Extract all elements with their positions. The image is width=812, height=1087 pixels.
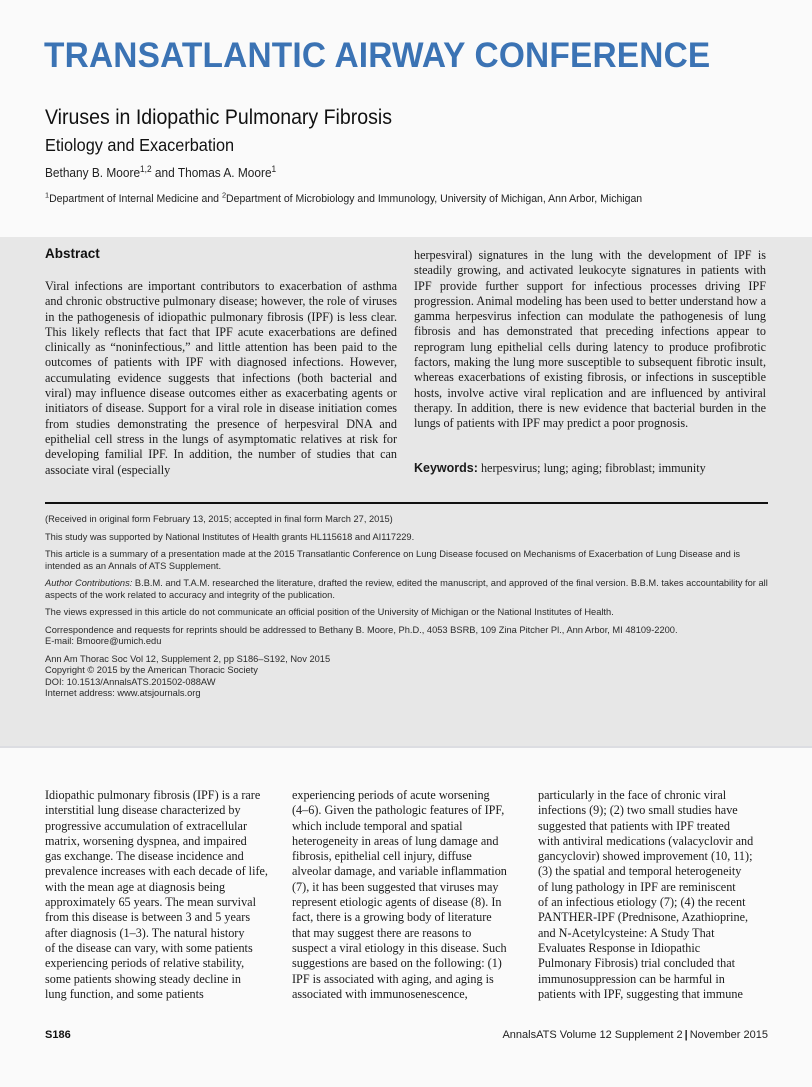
- affiliation-marker: 2: [221, 190, 227, 200]
- body-line: of the disease can vary, with some patients: [45, 940, 253, 955]
- body-line: approximately 65 years. The mean survival: [45, 895, 256, 910]
- author-joiner: and: [154, 166, 175, 180]
- citation: Ann Am Thorac Soc Vol 12, Supplement 2, pp S186–S192, Nov 2015: [45, 653, 331, 664]
- body-line: from this disease is between 3 and 5 years: [45, 910, 251, 925]
- body-line: fact, there is a growing body of literature: [292, 910, 492, 925]
- page-number: S186: [45, 1029, 71, 1041]
- funding-note: This study was supported by National Institutes of Health grants HL115618 and AI117229.: [45, 531, 415, 542]
- affiliations: [45, 190, 643, 205]
- body-line: (3) the spatial and temporal heterogeneity: [538, 864, 742, 879]
- keywords-list: herpesvirus; lung; aging; fibroblast; immunity: [480, 461, 706, 475]
- author-name: Thomas A. Moore: [177, 166, 272, 180]
- keywords: [414, 461, 706, 476]
- article-title: Viruses in Idiopathic Pulmonary Fibrosis: [45, 106, 392, 129]
- citation-block: [45, 654, 769, 700]
- journal-footer: [502, 1029, 768, 1041]
- affiliation-marker: 1: [45, 190, 50, 200]
- body-column-3: [538, 788, 774, 1002]
- body-line: and N-Acetylcysteine: A Study That: [538, 925, 715, 940]
- body-line: immunosuppression can be harmful in: [538, 971, 725, 986]
- affiliation-text: Department of Internal Medicine and: [49, 193, 222, 205]
- body-line: gancyclovir) showed improvement (10, 11);: [538, 849, 753, 864]
- body-line: of an infectious etiology (7); (4) the recent: [538, 895, 746, 910]
- body-line: experiencing periods of acute worsening: [292, 788, 490, 802]
- body-line: IPF is associated with aging, and aging is: [292, 971, 494, 986]
- body-line: after diagnosis (1–3). The natural history: [45, 925, 245, 940]
- correspondence: [45, 625, 769, 648]
- body-line: (4–6). Given the pathologic features of IPF,: [292, 803, 505, 818]
- body-line: matrix, worsening dyspnea, and impaired: [45, 833, 247, 848]
- body-line: infections (9); (2) two small studies have: [538, 803, 738, 818]
- body-line: Evaluates Response in Idiopathic: [538, 940, 701, 955]
- body-column-1: [45, 788, 278, 1002]
- body-line: associated with immunosenescence,: [292, 986, 468, 1001]
- divider-rule: [45, 502, 768, 504]
- internet-address: [45, 688, 769, 700]
- body-line: that may suggest there are reasons to: [292, 925, 472, 940]
- body-line: Pulmonary Fibrosis) trial concluded that: [538, 956, 735, 971]
- abstract-text-left: Viral infections are important contributors to exacerbation of asthma and chronic obstructive pulmonary disease; however, the role of viruses in the pathogenesis of idiopathic pulmonary fibrosis (IPF) is less clear. This likely reflects that fact that IPF acute exacerbations are defined clinically as “noninfectious,” and little attention has been paid to the outcomes of patients with IPF with diagnosed infections. However, accumulating evidence suggests that infections (both bacterial and viral) may influence disease outcomes either as exacerbating agents or initiators of disease. Support for a viral role in disease initiation comes from studies demonstrating the presence of herpesviral DNA and epithelial cell stress in the lungs of asymptomatic relatives at risk for developing familial IPF. In addition, the number of studies that can associate viral (especially: [45, 279, 397, 477]
- email-link[interactable]: Bmoore@umich.edu: [76, 636, 162, 646]
- body-line: some patients showing steady decline in: [45, 971, 241, 986]
- affiliation-text: Department of Microbiology and Immunology, University of Michigan, Ann Arbor, Michigan: [226, 193, 643, 205]
- author-name: Bethany B. Moore: [45, 166, 141, 180]
- body-line: heterogeneity in areas of lung damage and: [292, 833, 499, 848]
- body-line: represent etiologic agents of disease (8). In: [292, 895, 502, 910]
- body-line: prevalence increases with each decade of life,: [45, 864, 268, 879]
- body-line: fibrosis, epithelial cell injury, diffuse: [292, 849, 472, 864]
- body-line: (7), it has been suggested that viruses may: [292, 879, 499, 894]
- issue-date: November 2015: [689, 1029, 768, 1041]
- body-line: with the mean age at diagnosis being: [45, 879, 226, 894]
- received-dates: (Received in original form February 13, 2015; accepted in final form March 27, 2015): [45, 514, 393, 524]
- body-line: lung function, and some patients: [45, 986, 204, 1001]
- body-line: PANTHER-IPF (Prednisone, Azathioprine,: [538, 910, 749, 925]
- body-line: patients with IPF, suggesting that immune: [538, 986, 743, 1001]
- contributions-label: Author Contributions:: [45, 578, 133, 588]
- abstract-heading: Abstract: [45, 246, 100, 261]
- correspondence-text: Correspondence and requests for reprints should be addressed to Bethany B. Moore, Ph.D., 4053 BSRB, 109 Zina Pitcher Pl., Ann Arbor, MI 48109-2200.: [45, 624, 678, 635]
- summary-note: This article is a summary of a presentation made at the 2015 Transatlantic Conference on Lung Disease focused on Mechanisms of Exacerbation of Lung Disease and is intended as an Annals of ATS Supplement.: [45, 549, 741, 571]
- body-line: interstitial lung disease characterized by: [45, 803, 241, 818]
- copyright: Copyright © 2015 by the American Thoracic Society: [45, 665, 258, 675]
- author-contributions: [45, 578, 769, 601]
- body-line: of lung pathology in IPF are reminiscent: [538, 879, 736, 894]
- author-list: [45, 163, 277, 180]
- doi[interactable]: DOI: 10.1513/AnnalsATS.201502-088AW: [45, 676, 216, 687]
- body-line: which include temporal and spatial: [292, 818, 463, 833]
- author-affiliation-marker: 1,2: [140, 163, 152, 174]
- body-line: experiencing periods of relative stability,: [45, 956, 245, 971]
- views-disclaimer: The views expressed in this article do not communicate an official position of the University of Michigan or the National Institutes of Health.: [45, 607, 614, 617]
- article-notes: [45, 514, 769, 700]
- body-line: suggestions are based on the following: (1): [292, 956, 502, 971]
- body-line: Idiopathic pulmonary fibrosis (IPF) is a rare: [45, 788, 261, 802]
- keywords-label: Keywords:: [414, 461, 478, 475]
- body-column-2: [292, 788, 525, 1002]
- contributions-text: B.B.M. and T.A.M. researched the literature, drafted the review, edited the manuscript, and approved of the final version. B.B.M. takes accountability for all aspects of the work related to accuracy and integrity of the publication.: [45, 578, 768, 600]
- internet-link[interactable]: www.atsjournals.org: [117, 688, 201, 698]
- body-line: gas exchange. The disease incidence and: [45, 849, 244, 864]
- conference-banner: TRANSATLANTIC AIRWAY CONFERENCE: [44, 36, 711, 75]
- body-line: particularly in the face of chronic viral: [538, 788, 727, 802]
- abstract-text-right: herpesviral) signatures in the lung with the development of IPF is steadily growing, and activated leukocyte signatures in patients with IPF provide further support for infectious processes driving IPF progression. Animal modeling has been used to better understand how a gamma herpesvirus infection can modulate the pathogenesis of lung fibrosis and has demonstrated that preceding infections appear to reprogram lung epithelial cells during latency to produce profibrotic factors, making the lung more susceptible to subsequent fibrotic insult, whereas exacerbations of existing fibrosis, or infections in susceptible hosts, involve active viral replication and are influenced by antiviral therapy. In addition, there is new evidence that bacterial burden in the lungs of patients with IPF may predict a poor prognosis.: [414, 248, 766, 431]
- journal-issue: AnnalsATS Volume 12 Supplement 2: [502, 1029, 683, 1041]
- body-line: progressive accumulation of extracellular: [45, 818, 248, 833]
- body-line: suggested that patients with IPF treated: [538, 818, 730, 833]
- email-label: E-mail:: [45, 636, 77, 646]
- body-line: with antiviral medications (valacyclovir and: [538, 833, 754, 848]
- body-line: alveolar damage, and variable inflammation: [292, 864, 507, 879]
- author-affiliation-marker: 1: [271, 163, 277, 174]
- body-line: suspect a viral etiology in this disease. Such: [292, 940, 507, 955]
- internet-label: Internet address:: [45, 688, 118, 698]
- article-subtitle: Etiology and Exacerbation: [45, 135, 235, 155]
- footer-separator: |: [684, 1029, 688, 1041]
